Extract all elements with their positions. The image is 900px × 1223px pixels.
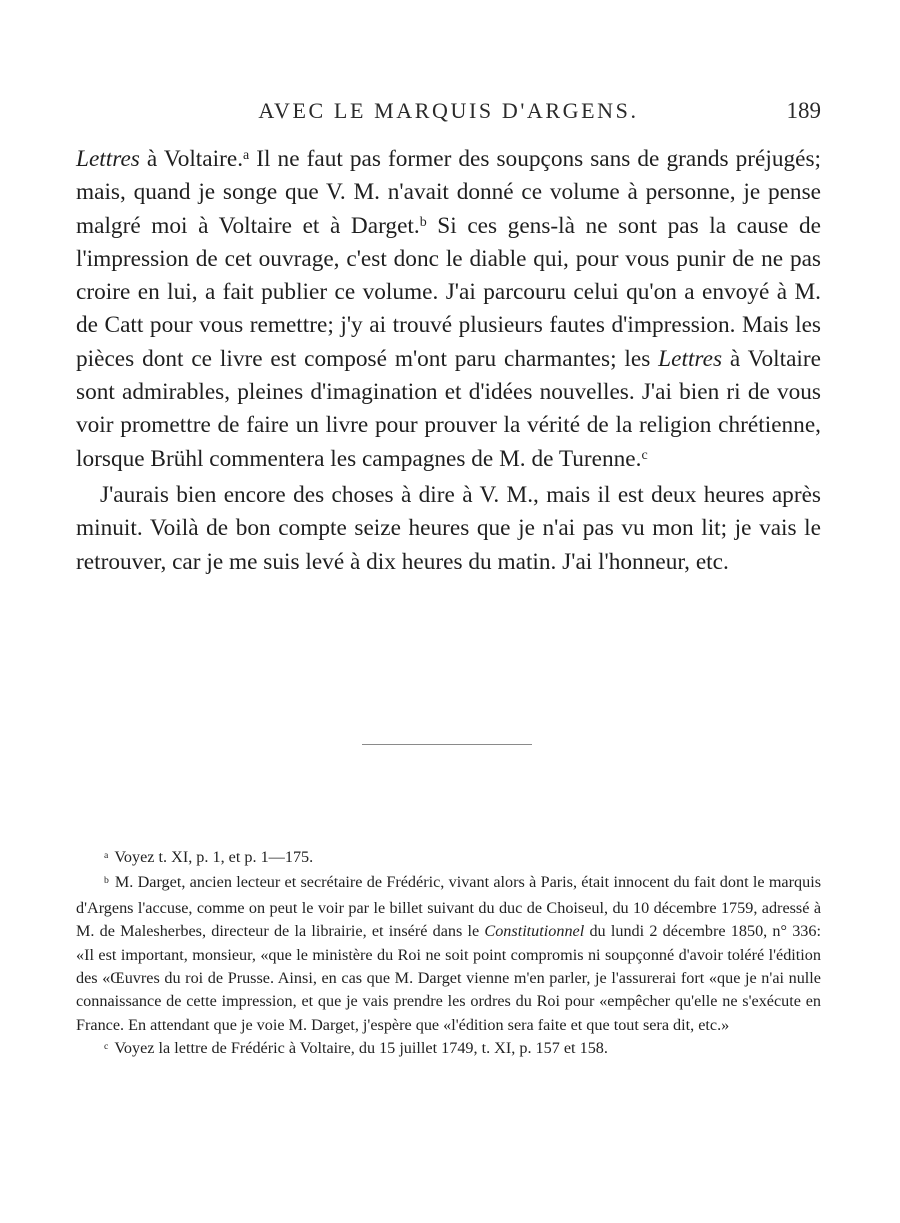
running-head [76, 98, 821, 132]
footnote-ref-b[interactable]: b [419, 214, 427, 230]
paragraph-1 [76, 143, 821, 476]
footnote-b-text-1: M. Darget, ancien lecteur et secrétaire de Frédéric, vivant alors à Paris, était innocent du fait dont le marquis d'Argens l'accuse, comme on peut le voir par le billet suivant du duc de Choiseul, du 10 décembre 1759, adressé à M. de Malesherbes, directeur de la librairie, et inséré dans le [76, 873, 821, 941]
footnote-b-journal-title: Constitutionnel [484, 922, 585, 941]
section-divider [362, 744, 532, 745]
footnote-ref-c[interactable]: c [641, 447, 648, 463]
footnote-b-text-2: du lundi 2 décembre 1850, n° 336: «Il est important, monsieur, «que le ministère du Roi ne soit point compromis ni soupçonné d'avoir toléré l'édition des «Œuvres du roi de Prusse. Ainsi, en cas que M. Darget vienne m'en parler, je l'assurerai fort «que je n'ai nulle connaissance de cette impression, et que je vais prendre les ordres du Roi pour «empêcher qu'elle ne s'exécute en France. En attendant que je voie M. Darget, j'espère que «l'édition sera faite et que tout sera dit, etc.» [76, 922, 821, 1034]
page-number: 189 [786, 98, 821, 123]
paragraph-1-text-3: Si ces gens-là ne sont pas la cause de l'impression de cet ouvrage, c'est donc le diable qui, pour vous punir de ne pas croire en lui, a fait publier ce volume. J'ai parcouru celui qu'on a envoyé à M. de Catt pour vous remettre; j'y ai trouvé plusieurs fautes d'impression. Mais les pièces dont ce livre est composé m'ont paru charmantes; les [76, 212, 821, 372]
letter-body [76, 143, 821, 579]
running-title: AVEC LE MARQUIS D'ARGENS. [258, 98, 639, 123]
footnote-ref-a[interactable]: a [243, 148, 250, 164]
italic-title-lettres-2: Lettres [658, 345, 723, 372]
footnotes [76, 846, 821, 1063]
footnote-a [76, 846, 821, 871]
footnote-mark-a: a [104, 849, 109, 861]
footnote-c-text: Voyez la lettre de Frédéric à Voltaire, du 15 juillet 1749, t. XI, p. 157 et 158. [114, 1039, 608, 1058]
italic-title-lettres: Lettres [76, 146, 140, 172]
paragraph-1-text-4: à Voltaire sont admirables, pleines d'imagination et d'idées nouvelles. J'ai bien ri de vous voir promettre de faire un livre pour prouver la vérité de la religion chrétienne, lorsque Brühl commentera les campagnes de M. de Turenne. [76, 345, 821, 472]
paragraph-1-text-1: à Voltaire. [139, 146, 244, 172]
footnote-mark-c: c [104, 1040, 109, 1052]
footnote-a-text: Voyez t. XI, p. 1, et p. 1—175. [114, 848, 314, 866]
footnote-mark-b: b [104, 875, 109, 887]
footnote-c [76, 1037, 821, 1062]
paragraph-1-text-2: Il ne faut pas former des soupçons sans de grands préjugés; mais, quand je songe que V. M. n'avait donné ce volume à personne, je pense malgré moi à Voltaire et à Darget. [76, 146, 821, 239]
footnote-b [76, 871, 821, 1037]
paragraph-2: J'aurais bien encore des choses à dire à V. M., mais il est deux heures après minuit. Voilà de bon compte seize heures que je n'ai pas vu mon lit; je vais le retrouver, car je me suis levé à dix heures du matin. J'ai l'honneur, etc. [76, 481, 821, 575]
